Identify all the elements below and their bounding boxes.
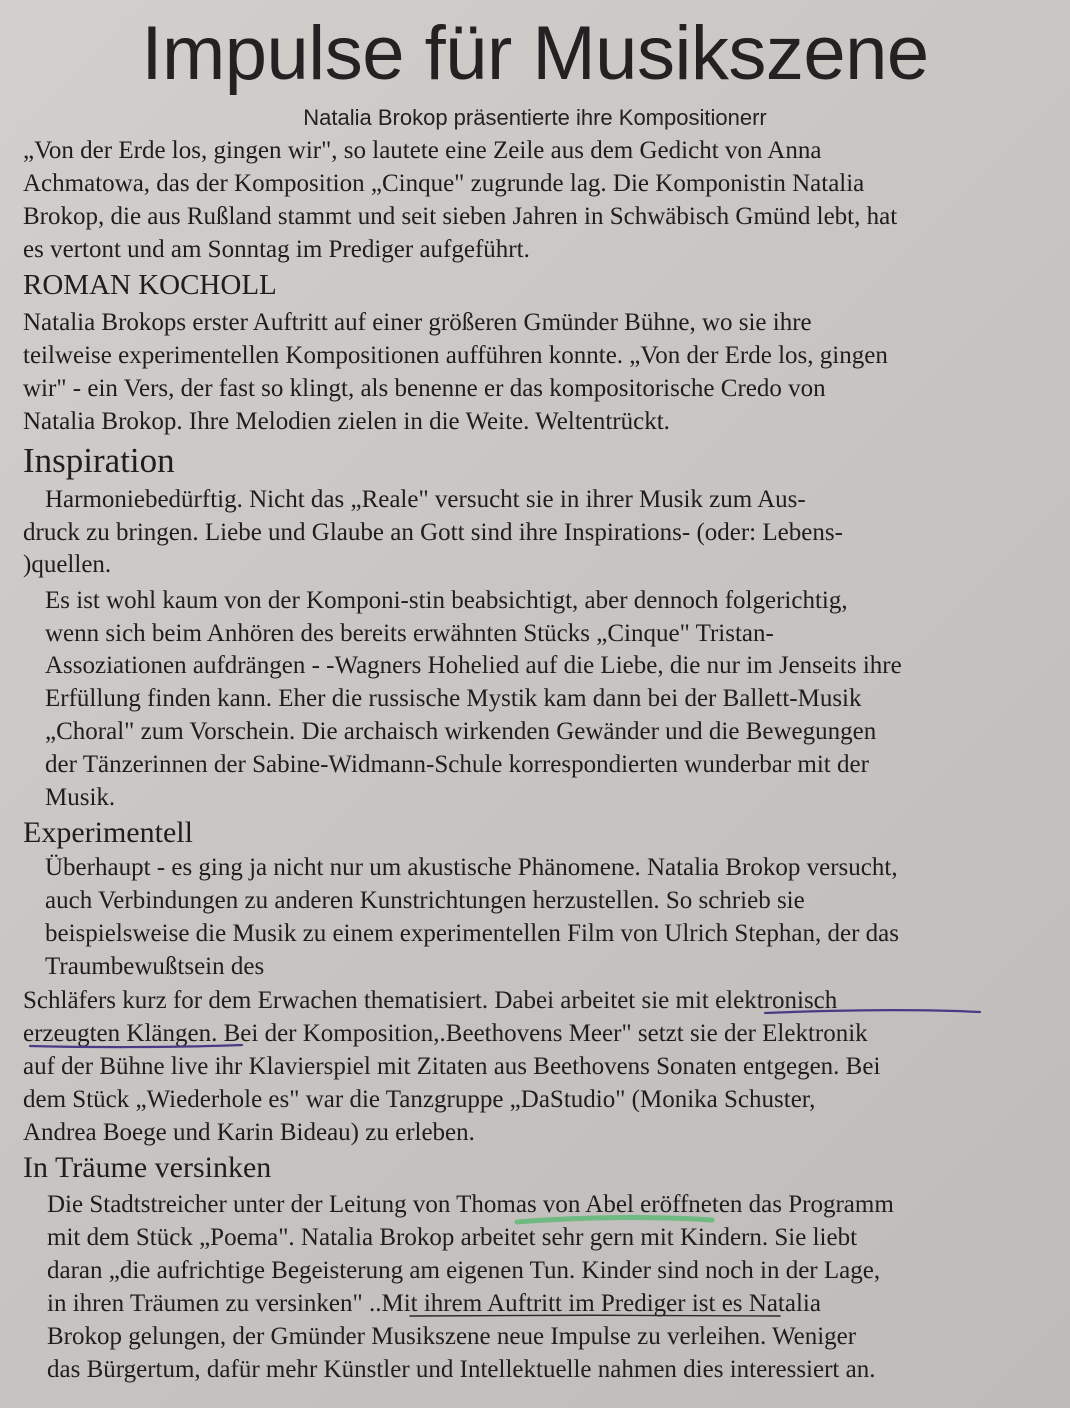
section-heading-in-traeume-versinken: In Träume versinken: [23, 1151, 272, 1184]
body-line: Es ist wohl kaum von der Komponi-stin beabsichtigt, aber dennoch folgerichtig,: [45, 587, 848, 614]
body-line: Andrea Boege und Karin Bideau) zu erleben.: [23, 1119, 475, 1146]
body-line: mit dem Stück „Poema". Natalia Brokop arbeitet sehr gern mit Kindern. Sie liebt: [47, 1224, 858, 1251]
body-line: druck zu bringen. Liebe und Glaube an Gott sind ihre Inspirations- (oder: Lebens-: [23, 519, 843, 546]
section-heading-inspiration: Inspiration: [23, 441, 175, 480]
body-line: Brokop gelungen, der Gmünder Musikszene neue Impulse zu verleihen. Weniger: [47, 1323, 857, 1350]
section-heading-experimentell: Experimentell: [23, 816, 193, 849]
body-line: auch Verbindungen zu anderen Kunstrichtungen herzustellen. So schrieb sie: [45, 887, 805, 914]
body-line: Die Stadtstreicher unter der Leitung von Thomas von Abel eröffneten das Programm: [47, 1191, 894, 1218]
intro-line: Natalia Brokops erster Auftritt auf einer größeren Gmünder Bühne, wo sie ihre: [23, 309, 812, 336]
body-line: Assoziationen aufdrängen - -Wagners Hohelied auf die Liebe, die nur im Jenseits ihre: [45, 652, 902, 679]
body-line: Harmoniebedürftig. Nicht das „Reale" versucht sie in ihrer Musik zum Aus-: [45, 486, 806, 513]
body-line: )quellen.: [23, 551, 112, 578]
body-line: das Bürgertum, dafür mehr Künstler und Intellektuelle nahmen dies interessiert an.: [47, 1356, 876, 1383]
body-line: wenn sich beim Anhören des bereits erwähnten Stücks „Cinque" Tristan-: [45, 620, 774, 647]
body-line: in ihren Träumen zu versinken" ..Mit ihrem Auftritt im Prediger ist es Natalia: [47, 1290, 821, 1317]
article-subtitle: Natalia Brokop präsentierte ihre Kompositionerr: [303, 105, 767, 130]
body-line: erzeugten Klängen. Bei der Komposition,.Beethovens Meer" setzt sie der Elektronik: [23, 1020, 868, 1047]
body-line: daran „die aufrichtige Begeisterung am eigenen Tun. Kinder sind noch in der Lage,: [47, 1257, 881, 1284]
body-line: auf der Bühne live ihr Klavierspiel mit Zitaten aus Beethovens Sonaten entgegen. Bei: [23, 1053, 881, 1080]
intro-line: teilweise experimentellen Kompositionen aufführen konnte. „Von der Erde los, gingen: [23, 342, 888, 369]
intro-line: Natalia Brokop. Ihre Melodien zielen in die Weite. Weltentrückt.: [23, 408, 670, 435]
body-line: Schläfers kurz for dem Erwachen thematisiert. Dabei arbeitet sie mit elektronisch: [23, 987, 838, 1014]
lead-line: es vertont und am Sonntag im Prediger aufgeführt.: [23, 236, 530, 263]
lead-line: „Von der Erde los, gingen wir", so lautete eine Zeile aus dem Gedicht von Anna: [23, 137, 822, 164]
lead-line: Achmatowa, das der Komposition „Cinque" zugrunde lag. Die Komponistin Natalia: [23, 170, 865, 197]
body-line: Erfüllung finden kann. Eher die russische Mystik kam dann bei der Ballett-Musik: [45, 685, 862, 712]
body-line: „Choral" zum Vorschein. Die archaisch wirkenden Gewänder und die Bewegungen: [45, 718, 877, 745]
intro-line: wir" - ein Vers, der fast so klingt, als benenne er das kompositorische Credo von: [23, 375, 826, 402]
body-line: Überhaupt - es ging ja nicht nur um akustische Phänomene. Natalia Brokop versucht,: [45, 854, 898, 881]
article-title: Impulse für Musikszene: [141, 11, 929, 96]
body-line: Musik.: [45, 784, 116, 811]
author-byline: ROMAN KOCHOLL: [23, 269, 277, 301]
body-line: dem Stück „Wiederhole es" war die Tanzgruppe „DaStudio" (Monika Schuster,: [23, 1086, 816, 1113]
lead-line: Brokop, die aus Rußland stammt und seit sieben Jahren in Schwäbisch Gmünd lebt, hat: [23, 203, 898, 230]
body-line: der Tänzerinnen der Sabine-Widmann-Schule korrespondierten wunderbar mit der: [45, 751, 869, 778]
body-line: Traumbewußtsein des: [45, 953, 265, 980]
body-line: beispielsweise die Musik zu einem experimentellen Film von Ulrich Stephan, der das: [45, 920, 899, 947]
